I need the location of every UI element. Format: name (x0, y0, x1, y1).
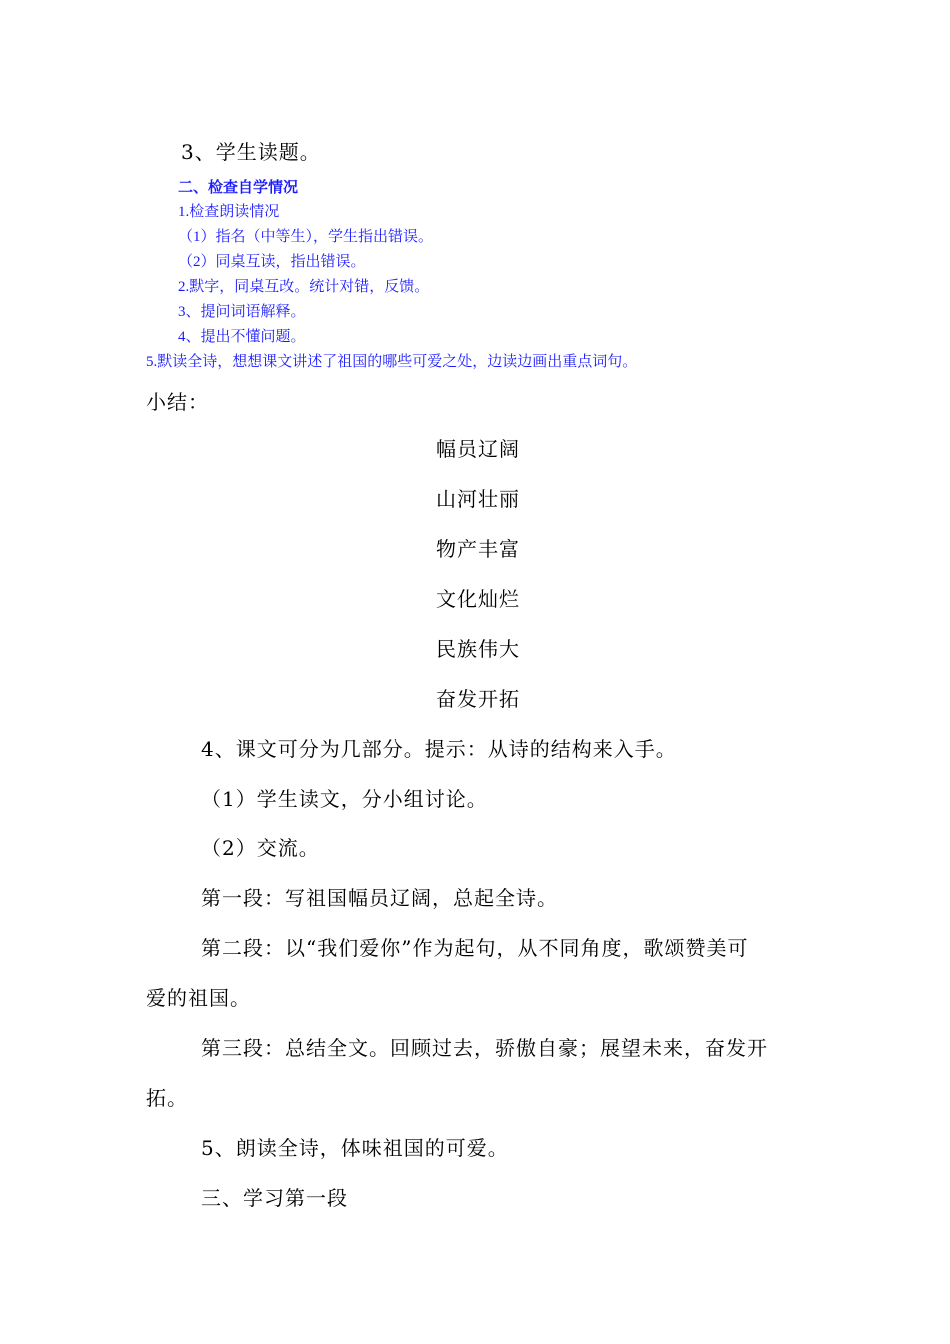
section-2-item-5: 3、提问词语解释。 (178, 304, 306, 320)
section-2-item-2: （1）指名（中等生），学生指出错误。 (178, 229, 434, 245)
summary-item-6: 奋发开拓 (436, 687, 520, 711)
step-4-sub-1: （1）学生读文，分小组讨论。 (201, 787, 488, 811)
paragraph-1-summary: 第一段：写祖国幅员辽阔，总起全诗。 (201, 886, 558, 910)
summary-item-5: 民族伟大 (436, 637, 520, 661)
section-2-item-6: 4、提出不懂问题。 (178, 329, 306, 345)
section-2-heading: 二、检查自学情况 (178, 178, 299, 196)
summary-item-3: 物产丰富 (436, 537, 520, 561)
summary-label: 小结： (146, 390, 209, 414)
step-4-question: 4、课文可分为几部分。提示：从诗的结构来入手。 (201, 737, 677, 761)
summary-item-4: 文化灿烂 (436, 587, 520, 611)
section-2-item-3: （2）同桌互读，指出错误。 (178, 254, 366, 270)
section-2-item-1: 1.检查朗读情况 (178, 204, 280, 220)
step-4-sub-2: （2）交流。 (201, 836, 320, 860)
section-3-heading: 三、学习第一段 (201, 1186, 348, 1210)
section-2-item-7: 5.默读全诗，想想课文讲述了祖国的哪些可爱之处，边读边画出重点词句。 (146, 354, 638, 370)
paragraph-2-summary-line-1: 第二段：以“我们爱你”作为起句，从不同角度，歌颂赞美可 (201, 936, 749, 960)
summary-item-1: 幅员辽阔 (436, 437, 520, 461)
paragraph-3-summary-line-2: 拓。 (146, 1086, 188, 1110)
step-5-read-poem: 5、朗读全诗，体味祖国的可爱。 (201, 1136, 509, 1160)
paragraph-2-summary-line-2: 爱的祖国。 (146, 986, 251, 1010)
paragraph-3-summary-line-1: 第三段：总结全文。回顾过去，骄傲自豪；展望未来，奋发开 (201, 1036, 768, 1060)
section-2-item-4: 2.默字，同桌互改。统计对错，反馈。 (178, 279, 430, 295)
step-3-read-title: 3、学生读题。 (181, 140, 321, 164)
summary-item-2: 山河壮丽 (436, 487, 520, 511)
